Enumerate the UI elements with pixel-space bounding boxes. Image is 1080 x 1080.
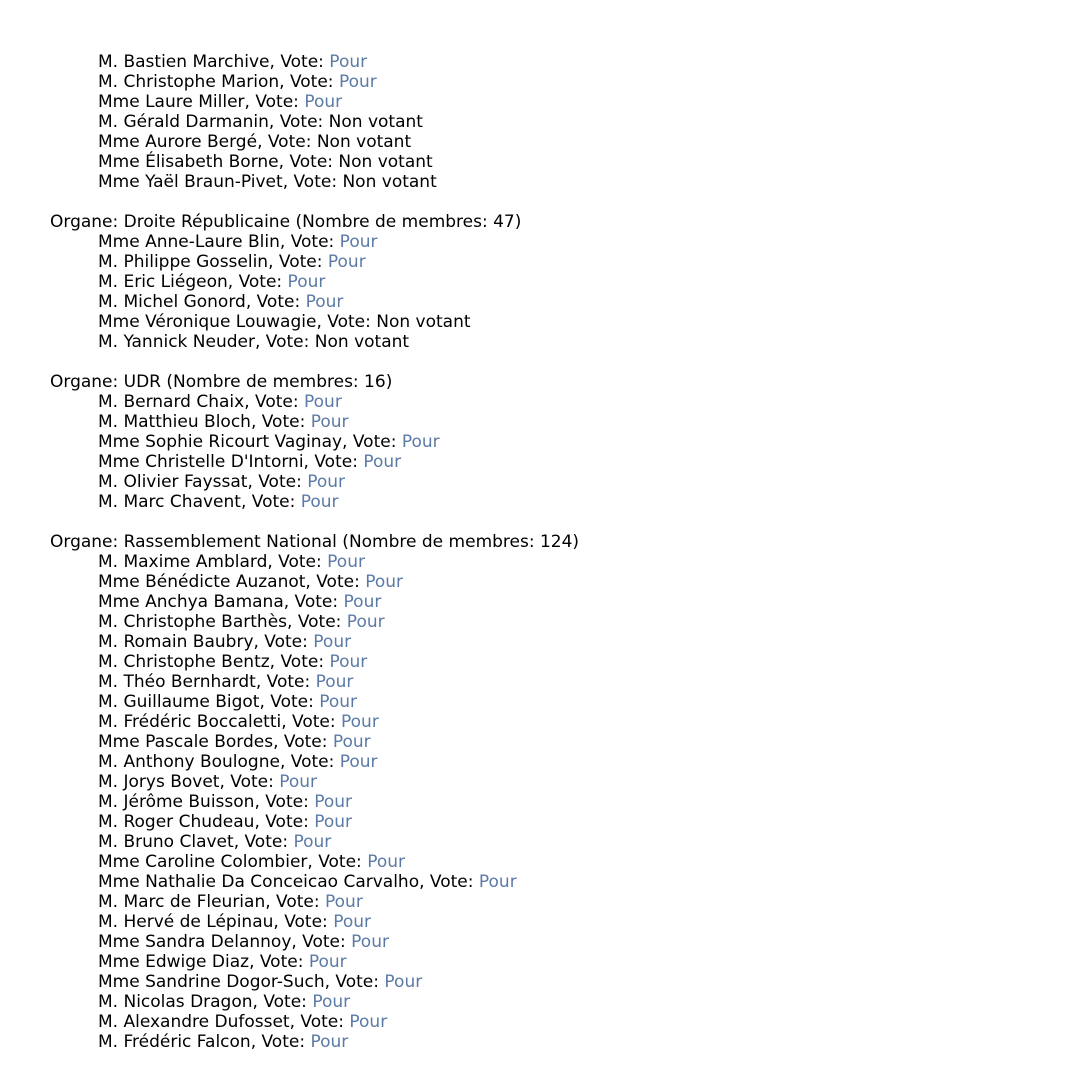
member-name: M. Christophe Marion [98,72,280,92]
member-vote-row [50,712,579,732]
member-vote-row [50,692,579,712]
organe-header: Organe: Droite Républicaine (Nombre de membres: 47) [50,212,522,232]
member-name: M. Christophe Barthès [98,612,288,632]
member-vote-row [50,792,579,812]
vote-label: , Vote: [305,572,366,592]
member-vote-row [50,732,579,752]
vote-label: , Vote: [249,952,309,972]
member-name: M. Guillaume Bigot [98,692,260,712]
member-vote-row [50,472,579,492]
member-name: M. Frédéric Falcon [98,1032,251,1052]
vote-value: Pour [343,592,382,612]
member-vote-row [50,812,579,832]
member-vote-row [50,892,579,912]
vote-label: , Vote: [233,832,294,852]
member-vote-row [50,52,579,72]
vote-label: , Vote: [273,912,334,932]
vote-value: Pour [333,912,371,932]
member-name: M. Christophe Bentz [98,652,270,672]
member-name: M. Alexandre Dufosset [98,1012,290,1032]
vote-label: , Vote: [419,872,479,892]
member-vote-row [50,152,579,172]
vote-value: Pour [279,772,318,792]
member-vote-row [50,752,579,772]
member-name: M. Bastien Marchive [98,52,270,72]
organe-section [50,532,579,1052]
vote-label: , Vote: [255,672,316,692]
member-name: Mme Edwige Diaz [98,952,250,972]
member-name: Mme Caroline Colombier [98,852,308,872]
member-vote-row [50,652,579,672]
vote-label: , Vote: [279,752,340,772]
member-vote-row [50,492,579,512]
vote-label: , Vote: [324,972,385,992]
vote-value: Pour [365,572,404,592]
member-vote-row [50,572,579,592]
vote-label: , Vote: [257,132,317,152]
vote-label: , Vote: [247,472,308,492]
member-name: M. Michel Gonord [98,292,246,312]
vote-value: Pour [314,812,353,832]
vote-label: , Vote: [342,432,402,452]
vote-value: Pour [327,252,366,272]
vote-value: Pour [351,932,389,952]
vote-label: , Vote: [250,412,311,432]
member-vote-row [50,552,579,572]
member-name: Mme Aurore Bergé [98,132,258,152]
member-name: M. Hervé de Lépinau [98,912,274,932]
vote-label: , Vote: [269,652,330,672]
vote-label: , Vote: [244,92,305,112]
organe-section [50,372,579,512]
member-name: M. Marc Chavent [98,492,241,512]
vote-label: , Vote: [273,732,333,752]
vote-value: Pour [287,272,326,292]
member-name: Mme Sandra Delannoy [98,932,292,952]
vote-label: , Vote: [303,452,364,472]
member-vote-row [50,132,579,152]
vote-label: , Vote: [268,112,329,132]
member-name: M. Jorys Bovet [98,772,220,792]
member-name: Mme Christelle D'Intorni [98,452,304,472]
vote-value: Pour [312,992,351,1012]
member-name: Mme Bénédicte Auzanot [98,572,306,592]
vote-value: Pour [300,492,339,512]
member-vote-row [50,312,579,332]
section-spacer [50,512,579,532]
vote-label: , Vote: [289,1012,350,1032]
member-vote-row [50,452,579,472]
vote-value: Pour [327,552,365,572]
vote-value: Pour [308,952,347,972]
vote-value: Pour [349,1012,388,1032]
member-name: M. Théo Bernhardt [98,672,256,692]
vote-value: Non votant [338,152,433,172]
member-name: M. Nicolas Dragon [98,992,253,1012]
organe-section [50,212,579,352]
member-vote-row [50,72,579,92]
member-name: M. Philippe Gosselin [98,252,269,272]
member-name: M. Gérald Darmanin [98,112,269,132]
vote-value: Pour [329,52,368,72]
member-vote-row [50,332,579,352]
vote-label: , Vote: [279,232,340,252]
member-name: M. Bruno Clavet [98,832,234,852]
vote-value: Pour [363,452,402,472]
member-vote-row [50,672,579,692]
vote-label: , Vote: [254,812,315,832]
vote-label: , Vote: [227,272,288,292]
vote-value: Non votant [342,172,437,192]
vote-value: Pour [307,472,346,492]
vote-list-document [50,52,579,1052]
member-name: Mme Yaël Braun-Pivet [98,172,283,192]
member-name: Mme Anchya Bamana [98,592,284,612]
vote-value: Non votant [316,132,412,152]
member-vote-row [50,232,579,252]
vote-label: , Vote: [250,1032,311,1052]
vote-value: Pour [332,732,371,752]
vote-value: Pour [338,72,377,92]
member-vote-row [50,772,579,792]
member-name: Mme Véronique Louwagie [98,312,317,332]
vote-value: Pour [314,792,353,812]
vote-label: , Vote: [259,692,320,712]
vote-value: Pour [304,92,343,112]
vote-value: Pour [341,712,379,732]
member-vote-row [50,392,579,412]
vote-value: Pour [310,1032,349,1052]
vote-label: , Vote: [278,152,339,172]
vote-label: , Vote: [269,52,330,72]
vote-label: , Vote: [255,332,315,352]
section-spacer [50,192,579,212]
vote-value: Pour [367,852,405,872]
organe-section [50,52,579,192]
member-vote-row [50,612,579,632]
vote-label: , Vote: [316,312,377,332]
vote-value: Pour [319,692,358,712]
member-name: M. Jérôme Buisson [98,792,255,812]
member-vote-row [50,272,579,292]
member-vote-row [50,432,579,452]
member-vote-row [50,952,579,972]
vote-label: , Vote: [287,612,347,632]
vote-label: , Vote: [283,592,344,612]
vote-label: , Vote: [265,892,326,912]
vote-value: Pour [293,832,332,852]
vote-value: Pour [346,612,385,632]
vote-value: Pour [313,632,352,652]
member-name: Mme Sophie Ricourt Vaginay [98,432,343,452]
member-vote-row [50,92,579,112]
member-name: M. Yannick Neuder [98,332,255,352]
vote-label: , Vote: [268,252,328,272]
vote-label: , Vote: [282,172,343,192]
vote-value: Non votant [328,112,423,132]
vote-value: Pour [478,872,517,892]
vote-value: Non votant [376,312,471,332]
member-name: M. Roger Chudeau [98,812,255,832]
organe-header: Organe: UDR (Nombre de membres: 16) [50,372,393,392]
member-vote-row [50,852,579,872]
member-name: M. Frédéric Boccaletti [98,712,282,732]
member-name: M. Romain Baubry [98,632,254,652]
vote-value: Pour [339,752,378,772]
member-vote-row [50,112,579,132]
vote-value: Pour [401,432,440,452]
vote-label: , Vote: [279,72,339,92]
vote-value: Pour [315,672,354,692]
member-name: M. Marc de Fleurian [98,892,266,912]
member-name: Mme Élisabeth Borne [98,152,279,172]
member-vote-row [50,592,579,612]
vote-label: , Vote: [244,392,304,412]
vote-label: , Vote: [281,712,341,732]
member-name: Mme Nathalie Da Conceicao Carvalho [98,872,420,892]
vote-label: , Vote: [291,932,352,952]
member-name: M. Matthieu Bloch [98,412,251,432]
vote-label: , Vote: [219,772,280,792]
vote-label: , Vote: [254,792,315,812]
member-vote-row [50,172,579,192]
vote-value: Pour [339,232,378,252]
vote-label: , Vote: [253,632,314,652]
vote-value: Pour [310,412,349,432]
member-name: Mme Laure Miller [98,92,245,112]
member-vote-row [50,252,579,272]
member-vote-row [50,292,579,312]
member-vote-row [50,412,579,432]
vote-label: , Vote: [240,492,301,512]
member-name: Mme Anne-Laure Blin [98,232,280,252]
vote-value: Pour [304,392,342,412]
vote-label: , Vote: [252,992,313,1012]
vote-label: , Vote: [245,292,306,312]
member-name: M. Olivier Fayssat [98,472,248,492]
member-name: M. Eric Liégeon [98,272,228,292]
vote-value: Pour [305,292,344,312]
member-vote-row [50,912,579,932]
member-name: M. Maxime Amblard [98,552,268,572]
vote-value: Non votant [314,332,410,352]
vote-value: Pour [329,652,368,672]
section-spacer [50,352,579,372]
member-vote-row [50,632,579,652]
vote-value: Pour [384,972,423,992]
organe-header: Organe: Rassemblement National (Nombre de membres: 124) [50,532,580,552]
member-vote-row [50,932,579,952]
vote-value: Pour [325,892,363,912]
member-vote-row [50,872,579,892]
member-name: M. Bernard Chaix [98,392,245,412]
vote-label: , Vote: [307,852,368,872]
member-vote-row [50,1032,579,1052]
member-vote-row [50,832,579,852]
member-vote-row [50,992,579,1012]
member-name: Mme Sandrine Dogor-Such [98,972,325,992]
member-name: Mme Pascale Bordes [98,732,274,752]
member-vote-row [50,1012,579,1032]
member-name: M. Anthony Boulogne [98,752,280,772]
vote-label: , Vote: [267,552,328,572]
member-vote-row [50,972,579,992]
